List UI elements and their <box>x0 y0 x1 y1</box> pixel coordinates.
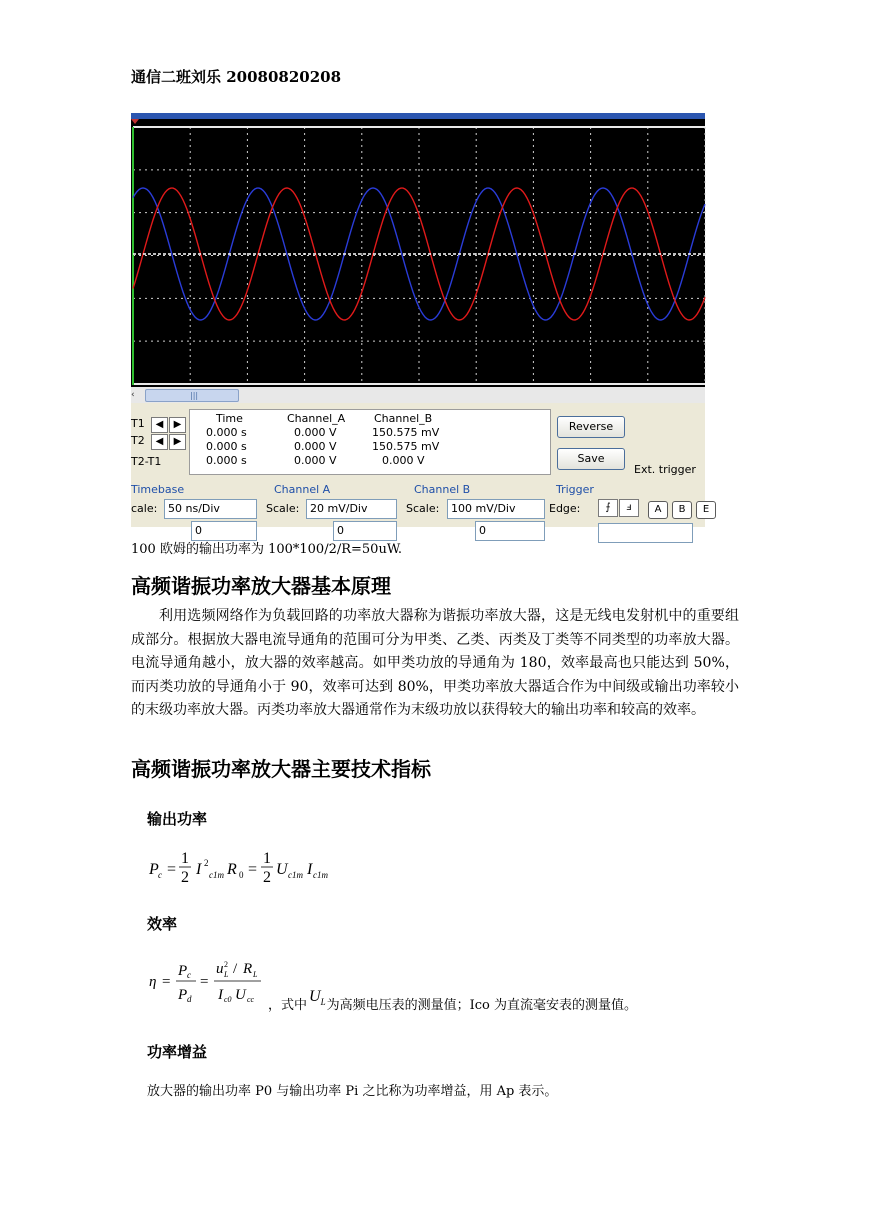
svg-text:U: U <box>235 987 246 1003</box>
svg-text:cc: cc <box>247 995 255 1004</box>
channel-a-scale-field[interactable]: 20 mV/Div <box>306 499 397 519</box>
oscilloscope-screenshot <box>131 113 710 537</box>
svg-text:u: u <box>216 961 224 977</box>
trigger-marker-icon <box>131 119 139 124</box>
waveform-display <box>131 113 705 387</box>
trigger-level-field[interactable] <box>598 523 693 543</box>
svg-text:c1m: c1m <box>288 870 303 880</box>
svg-text:2: 2 <box>224 960 228 969</box>
svg-text:U: U <box>276 861 288 878</box>
power-gain-heading: 功率增益 <box>147 1043 208 1061</box>
power-gain-paragraph: 放大器的输出功率 P0 与输出功率 Pi 之比称为功率增益，用 Ap 表示。 <box>147 1084 558 1099</box>
channel-a-scale-label: Scale: <box>266 502 300 515</box>
readout-cell: 0.000 V <box>382 454 425 467</box>
trigger-source-a-button[interactable]: A <box>648 501 668 519</box>
scroll-left-arrow-icon[interactable]: ‹ <box>131 390 135 400</box>
trigger-title: Trigger <box>556 483 594 496</box>
ext-trigger-label: Ext. trigger <box>634 463 696 476</box>
svg-text:=: = <box>200 974 209 990</box>
svg-text:I: I <box>218 987 223 1003</box>
svg-text:L: L <box>224 970 229 979</box>
author-line: 通信二班刘乐 20080820208 <box>131 68 342 86</box>
cursor-label-t2: T2 <box>131 434 145 447</box>
efficiency-formula <box>147 956 277 1006</box>
trigger-source-b-button[interactable]: B <box>672 501 692 519</box>
output-power-heading: 输出功率 <box>147 810 208 828</box>
efficiency-note-variable: $U_L$ <box>309 988 326 1008</box>
t2-right-arrow-icon[interactable]: ▶ <box>169 434 186 450</box>
efficiency-heading: 效率 <box>147 915 178 933</box>
svg-text:/: / <box>233 961 238 977</box>
svg-text:0: 0 <box>239 870 244 880</box>
readout-cell: 0.000 V <box>294 440 337 453</box>
readout-cell: 150.575 mV <box>372 440 440 453</box>
section-title-specs: 高频谐振功率放大器主要技术指标 <box>131 757 431 781</box>
svg-text:c: c <box>187 970 191 980</box>
readout-cell: 0.000 V <box>294 426 337 439</box>
svg-text:I: I <box>196 861 202 878</box>
channel-b-title: Channel B <box>414 483 471 496</box>
timebase-position-field[interactable]: 0 <box>191 521 257 541</box>
t1-left-arrow-icon[interactable]: ◀ <box>151 417 168 433</box>
svg-text:P: P <box>178 987 188 1003</box>
channel-a-title: Channel A <box>274 483 331 496</box>
svg-text:L: L <box>253 970 258 979</box>
channel-a-position-field[interactable]: 0 <box>333 521 397 541</box>
section-title-principle: 高频谐振功率放大器基本原理 <box>131 574 391 598</box>
readout-cell: 150.575 mV <box>372 426 440 439</box>
efficiency-note-suffix: 为高频电压表的测量值；Ico 为直流毫安表的测量值。 <box>326 998 637 1013</box>
readout-header-channel-a: Channel_A <box>287 412 346 425</box>
readout-cell: 0.000 s <box>206 440 247 453</box>
efficiency-note <box>268 988 637 1023</box>
readout-cell: 0.000 s <box>206 426 247 439</box>
trigger-edge-label: Edge: <box>549 502 581 515</box>
cursor-label-t2-t1: T2-T1 <box>131 455 162 468</box>
svg-text:R: R <box>227 861 237 878</box>
readout-header-time: Time <box>216 412 243 425</box>
svg-text:c: c <box>158 870 162 880</box>
trigger-source-ext-button[interactable]: E <box>696 501 716 519</box>
channel-b-scale-field[interactable]: 100 mV/Div <box>447 499 545 519</box>
readout-cell: 0.000 s <box>206 454 247 467</box>
power-caption: 100 欧姆的输出功率为 100*100/2/R=50uW. <box>131 542 403 557</box>
scroll-thumb[interactable] <box>145 389 239 402</box>
svg-text:1: 1 <box>181 850 189 867</box>
timebase-scale-field[interactable]: 50 ns/Div <box>164 499 257 519</box>
svg-text:c0: c0 <box>224 995 232 1004</box>
svg-text:1: 1 <box>263 850 271 867</box>
readout-cell: 0.000 V <box>294 454 337 467</box>
channel-b-scale-label: Scale: <box>406 502 440 515</box>
svg-text:P: P <box>149 861 159 878</box>
oscilloscope-screen <box>131 113 705 387</box>
t2-left-arrow-icon[interactable]: ◀ <box>151 434 168 450</box>
grip-icon: ||| <box>190 391 199 400</box>
readout-header-channel-b: Channel_B <box>374 412 433 425</box>
cursor-label-t1: T1 <box>131 417 145 430</box>
svg-text:c1m: c1m <box>313 870 328 880</box>
svg-text:2: 2 <box>181 869 189 886</box>
reverse-button[interactable]: Reverse <box>557 416 625 438</box>
svg-text:η: η <box>149 974 157 990</box>
svg-text:d: d <box>187 994 192 1004</box>
save-button[interactable]: Save <box>557 448 625 470</box>
efficiency-note-prefix: ，式中 <box>268 998 308 1013</box>
svg-text:c1m: c1m <box>209 870 224 880</box>
svg-text:=: = <box>162 974 171 990</box>
cursor-readout-table <box>189 409 551 475</box>
svg-text:R: R <box>243 961 253 977</box>
svg-text:=: = <box>248 861 258 878</box>
rising-edge-icon[interactable]: ⨍ <box>598 499 618 517</box>
timebase-scale-label: cale: <box>131 502 158 515</box>
falling-edge-icon[interactable]: ⅎ <box>619 499 639 517</box>
channel-b-position-field[interactable]: 0 <box>475 521 545 541</box>
output-power-formula <box>147 846 347 888</box>
principle-paragraph: 利用选频网络作为负载回路的功率放大器称为谐振功率放大器，这是无线电发射机中的重要组成部分。根据放大器电流导通角的范围可分为甲类、乙类、丙类及丁类等不同类型的功率放大器。电流导通角越小，放大器的效率越高。如甲类功放的导通角为 180，效率最高也只能达到 50%，而丙类功放的导通角小于 90，效率可达到 80%，甲类功率放大器适合作为中间级或输出功率较小的末级功率放大器。丙类功率放大器通常作为末级功放以获得较大的输出功率和较高的效率。 <box>131 608 739 718</box>
svg-text:I: I <box>307 861 313 878</box>
t1-right-arrow-icon[interactable]: ▶ <box>169 417 186 433</box>
svg-text:2: 2 <box>204 858 209 868</box>
svg-text:P: P <box>178 963 188 979</box>
svg-text:2: 2 <box>263 869 271 886</box>
timebase-title: Timebase <box>131 483 185 496</box>
svg-text:=: = <box>167 861 177 878</box>
control-panel <box>131 403 710 537</box>
horizontal-scrollbar[interactable] <box>131 387 705 404</box>
